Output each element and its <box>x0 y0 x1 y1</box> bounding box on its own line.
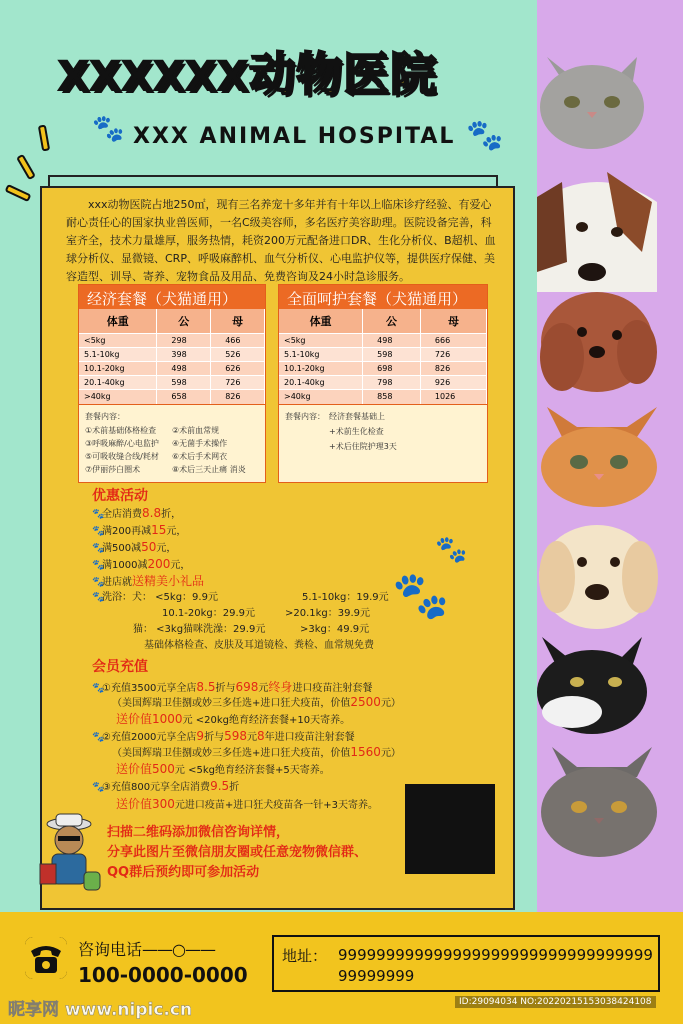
table-row: 5.1-10kg 598 726 <box>279 348 487 362</box>
hospital-intro: xxx动物医院占地250㎡，现有三名养宠十多年并有十年以上临床诊疗经验、有爱心耐心责任心的国家执业兽医师，一名C级美容师，多名医疗美容助理。医院设备完善，科室齐全，技术力量雄厚，服务热情，耗资200万元配备进口DR、生化分析仪、B超机、血球分析仪、显微镜、CRP、呼吸麻醉机、血气分析仪、心电监护仪等，提供医疗保健、美容造型、训导、寄养、宠物食品及用品、免费咨询及24小时急诊服务。 <box>66 198 496 283</box>
promo-line: 🐾全店消费8.8折， <box>92 506 182 520</box>
watermark: 昵享网 www.nipic.cn <box>8 1000 193 1020</box>
member-option: 🐾①充值3500元享全店8.5折与698元终身进口疫苗注射套餐 <box>92 680 373 694</box>
list-item: ①术前基础体格检查 <box>85 425 157 435</box>
paw-icon: 🐾 <box>392 568 450 622</box>
member-gift: 送价值500元 <5kg绝育经济套餐+5天寄养。 <box>116 762 330 776</box>
promo-line: 🐾满200再减15元， <box>92 523 187 537</box>
cat-photo <box>541 407 657 507</box>
cat-photo <box>537 637 647 734</box>
dog-photo <box>539 525 658 629</box>
package-contents <box>79 404 265 482</box>
package-full-care <box>278 284 488 483</box>
paw-icon: 🐾 <box>435 535 468 565</box>
table-row: >40kg 858 1026 <box>279 390 487 404</box>
address-value: 99999999999999999999999999999999999999999 <box>338 946 653 985</box>
qr-code[interactable] <box>405 784 495 874</box>
cat-photo <box>541 747 657 857</box>
paw-icon: 🐾 <box>466 118 504 153</box>
member-gift: 送价值300元进口疫苗+进口狂犬疫苗各一针+3天寄养。 <box>116 797 379 811</box>
package-contents <box>279 404 487 482</box>
list-item: ⑥术后手术网衣 <box>172 451 228 461</box>
promo-line: 🐾进店就送精美小礼品 <box>92 574 205 588</box>
animal-photo-column <box>537 52 683 912</box>
member-gift: 送价值1000元 <20kg绝育经济套餐+10天寄养。 <box>116 712 351 726</box>
list-item: +术前生化检查 <box>329 426 384 436</box>
promo-line: 🐾满1000减200元， <box>92 557 191 571</box>
table-row: 5.1-10kg 398 526 <box>79 348 265 362</box>
paw-icon: 🐾 <box>92 114 125 144</box>
bath-price: 🐾洗浴：犬： <5kg：9.9元 <box>92 592 218 603</box>
phone-label: 咨询电话——○—— <box>78 940 215 959</box>
image-id: ID:29094034 NO:20220215153038424108 <box>455 996 656 1008</box>
scan-instructions: 扫描二维码添加微信咨询详情， 分享此图片至微信朋友圈或任意宠物微信群、 QQ群后预约即可参加活动 <box>107 825 368 880</box>
table-header: 体重 <box>279 309 363 334</box>
address-box <box>272 935 660 992</box>
dog-photo <box>540 292 657 392</box>
table-row: <5kg 298 466 <box>79 334 265 348</box>
table-header: 公 <box>157 309 211 334</box>
table-row: >40kg 658 826 <box>79 390 265 404</box>
bath-price: 10.1-20kg：29.9元 <box>162 608 256 619</box>
promo-line: 🐾满500减50元， <box>92 540 177 554</box>
member-title: 会员充值 <box>92 659 148 675</box>
member-detail: （美国辉瑞卫佳捌或妙三多任选+进口狂犬疫苗，价值1560元） <box>112 745 401 759</box>
table-row: <5kg 498 666 <box>279 334 487 348</box>
table-row: 20.1-40kg 598 726 <box>79 376 265 390</box>
bath-price: 5.1-10kg：19.9元 <box>302 592 389 603</box>
free-services: 基础体格检查、皮肤及耳道镜检、粪检、血常规免费 <box>144 640 374 651</box>
table-header: 公 <box>363 309 421 334</box>
telephone-icon <box>25 937 67 979</box>
list-item: ⑧术后三天止痛 消炎 <box>172 464 246 474</box>
page-subtitle: XXX ANIMAL HOSPITAL <box>133 124 456 149</box>
list-item: +术后住院护理3天 <box>329 441 397 451</box>
bath-price: >3kg：49.9元 <box>300 624 370 635</box>
list-item: 经济套餐基础上 <box>329 411 385 421</box>
table-row: 10.1-20kg 698 826 <box>279 362 487 376</box>
title-main: 动物医院 <box>249 47 438 101</box>
page-title <box>58 38 437 104</box>
table-header: 母 <box>420 309 486 334</box>
table-row: 10.1-20kg 498 626 <box>79 362 265 376</box>
dog-photo <box>537 172 657 292</box>
list-item: ③呼吸麻醉/心电监护 <box>85 438 159 448</box>
list-item: ⑦伊丽莎白圈术 <box>85 464 141 474</box>
package-title: 全面呵护套餐（犬猫通用） <box>279 285 487 309</box>
package-title: 经济套餐（犬猫通用） <box>79 285 265 309</box>
list-item: ②术前血常规 <box>172 425 220 435</box>
list-item: ④无菌手术操作 <box>172 438 228 448</box>
table-header: 母 <box>211 309 265 334</box>
list-item: ⑤可吸收缝合线/耗材 <box>85 451 159 461</box>
table-header: 体重 <box>79 309 157 334</box>
member-option: 🐾③充值800元享全店消费9.5折 <box>92 779 240 793</box>
address-label: 地址： <box>282 947 328 965</box>
promo-title: 优惠活动 <box>92 488 148 504</box>
price-table <box>79 309 265 404</box>
cat-photo <box>540 57 644 149</box>
member-detail: （美国辉瑞卫佳捌或妙三多任选+进口狂犬疫苗，价值2500元） <box>112 695 401 709</box>
title-prefix: XXXXXX <box>58 54 250 100</box>
phone-number[interactable]: 100-0000-0000 <box>78 963 248 987</box>
package-economy <box>78 284 266 483</box>
contents-label: 套餐内容： <box>285 411 325 421</box>
bath-price: 猫： <3kg猫咪洗澡：29.9元 <box>133 624 266 635</box>
contents-label: 套餐内容： <box>85 411 125 421</box>
cartoon-cat-icon <box>34 812 104 897</box>
price-table <box>279 309 487 404</box>
bath-price: >20.1kg：39.9元 <box>285 608 371 619</box>
table-row: 20.1-40kg 798 926 <box>279 376 487 390</box>
member-option: 🐾②充值2000元享全店9折与598元8年进口疫苗注射套餐 <box>92 729 355 743</box>
